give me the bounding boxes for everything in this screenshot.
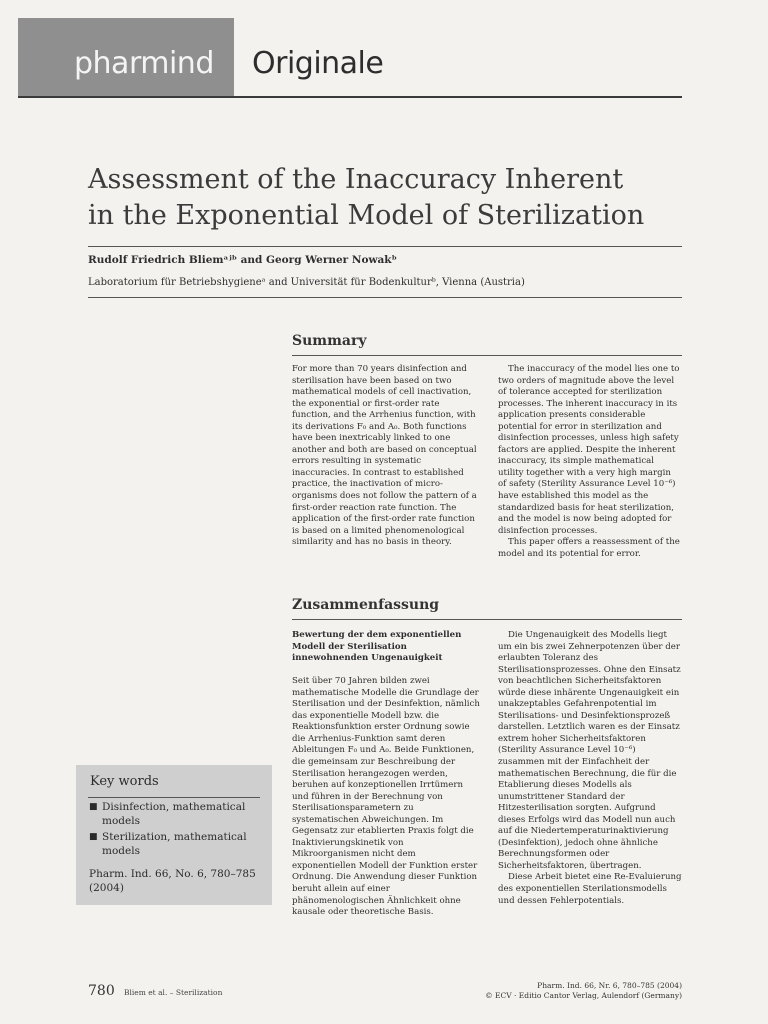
- zusammenfassung-col-1: [292, 630, 480, 919]
- square-bullet-icon: ■: [89, 802, 98, 812]
- keywords-rule: [88, 797, 260, 798]
- keyword-item: [89, 830, 261, 858]
- zusammenfassung-rule: [292, 619, 682, 620]
- keyword-item: [89, 800, 261, 828]
- zusammenfassung-paragraph: Seit über 70 Jahren bilden zwei mathematische Modelle die Grundlage der Sterilisation und der Desinfektion, nämlich das exponentielle Modell bzw. die Reaktionsfunktion erster Ordnung sowie die Arrhenius-Funktion samt deren Ableitungen F₀ und A₀. Beide Funktionen, die gemeinsam zur Beschreibung der Sterilisation herangezogen werden, beruhen auf konzeptionellen Irrtümern und führen in der Berechnung von Sterilisationsparametern zu systematischen Abweichungen. Im Gegensatz zur etablierten Praxis folgt die Inaktivierungskinetik von Mikroorganismen nicht dem exponentiellen Modell der Funktion erster Ordnung. Die Anwendung dieser Funktion beruht allein auf einer phänomenologischen Ähnlichkeit ohne kausale oder theoretische Basis.: [292, 676, 480, 918]
- affiliation-rule: [88, 297, 682, 298]
- summary-paragraph: For more than 70 years disinfection and sterilisation have been based on two mathematical models of cell inactivation, the exponential or first-order rate function, and the Arrhenius function, with its derivations F₀ and A₀. Both functions have been inextricably linked to one another and both are based on conceptual errors resulting in systematic inaccuracies. In contrast to established practice, the inactivation of micro-organisms does not follow the pattern of a first-order reaction rate function. The application of the first-order rate function is based on a limited phenomenological similarity and has no basis in theory.: [292, 364, 477, 548]
- german-title: Bewertung der dem exponentiellen Modell der Sterilisation innewohnenden Ungenauigkeit: [292, 630, 462, 664]
- header-rule: [18, 96, 682, 98]
- summary-rule: [292, 355, 682, 356]
- title-rule: [88, 246, 682, 247]
- keyword-text: Sterilization, mathematical models: [102, 831, 247, 857]
- zusammenfassung-col-2: [498, 630, 682, 907]
- affiliation: Laboratorium für Betriebshygieneᵃ and Universität für Bodenkulturᵇ, Vienna (Austria): [88, 277, 525, 288]
- footer-copyright: © ECV · Editio Cantor Verlag, Aulendorf (Germany): [485, 991, 682, 1000]
- square-bullet-icon: ■: [89, 832, 98, 842]
- title-line-2: in the Exponential Model of Sterilization: [88, 200, 645, 231]
- running-head: Bliem et al. – Sterilization: [124, 988, 223, 997]
- summary-paragraph: The inaccuracy of the model lies one to two orders of magnitude above the level of tolerance accepted for sterilization processes. The inherent inaccuracy in its application presents considerable potential for error in sterilization and disinfection processes, unless high safety factors are applied. Despite the inherent inaccuracy, its simple mathematical utility together with a very high margin of safety (Sterility Assurance Level 10⁻⁶) have established this model as the standardized basis for heat sterilization, and the model is now being adopted for disinfection processes.: [498, 364, 680, 536]
- article-title: [88, 162, 688, 234]
- keywords-list: [89, 800, 261, 860]
- zusammenfassung-paragraph: Diese Arbeit bietet eine Re-Evaluierung des exponentiellen Sterilationsmodells und dessen Fehlerpotentials.: [498, 872, 682, 906]
- authors: Rudolf Friedrich Bliemᵃʲᵇ and Georg Werner Nowakᵇ: [88, 254, 397, 266]
- citation: Pharm. Ind. 66, No. 6, 780–785 (2004): [89, 868, 256, 894]
- title-line-1: Assessment of the Inaccuracy Inherent: [88, 164, 624, 195]
- journal-brand: pharmind: [74, 46, 214, 81]
- summary-paragraph: This paper offers a reassessment of the model and its potential for error.: [498, 537, 680, 559]
- summary-col-2: [498, 364, 682, 560]
- zusammenfassung-paragraph: Die Ungenauigkeit des Modells liegt um ein bis zwei Zehnerpotenzen über der erlaubten Toleranz des Sterilisationsprozesses. Ohne den Einsatz von beachtlichen Sicherheitsfaktoren würde diese inhärente Ungenauigkeit ein unakzeptables Gefahrenpotential im Sterilisations- und Desinfektionsprozeß darstellen. Letztlich waren es der Einsatz extrem hoher Sicherheitsfaktoren (Sterility Assurance Level 10⁻⁶) zusammen mit der Einfachheit der mathematischen Berechnung, die für die Etablierung dieses Modells als unumstrittener Standard der Hitzesterilisation sorgten. Aufgrund dieses Erfolgs wird das Modell nun auch auf die Niedertemperaturinaktivierung (Desinfektion), jedoch ohne ähnliche Berechnungsformen oder Sicherheitsfaktoren, übertragen.: [498, 630, 681, 871]
- summary-heading: Summary: [292, 333, 367, 349]
- zusammenfassung-heading: Zusammenfassung: [292, 597, 440, 613]
- keyword-text: Disinfection, mathematical models: [102, 801, 246, 827]
- summary-col-1: [292, 364, 480, 549]
- keywords-heading: Key words: [90, 774, 159, 789]
- page-number: 780: [88, 983, 115, 999]
- footer-journal: Pharm. Ind. 66, Nr. 6, 780–785 (2004): [537, 981, 682, 990]
- section-label: Originale: [252, 46, 384, 81]
